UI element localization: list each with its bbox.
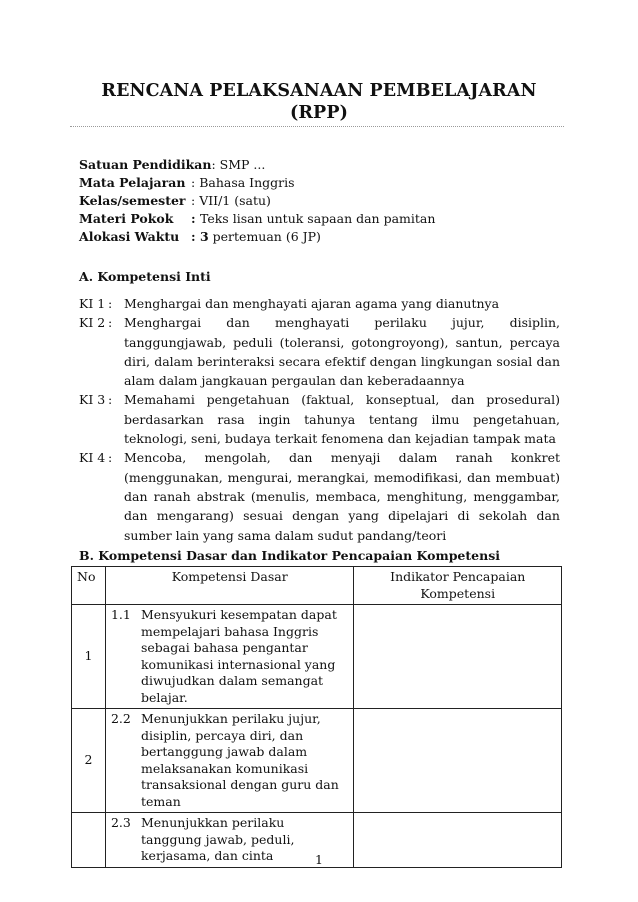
kd-text: Menunjukkan perilaku jujur, disiplin, percaya diri, dan bertanggung jawab dalam melaksanakan komunikasi transaksional dengan guru dan teman [140,711,339,809]
page-number: 1 [315,852,323,867]
ipk-cell [354,605,562,709]
kd-text: Mensyukuri kesempatan dapat mempelajari bahasa Inggris sebagai bahasa pengantar komunikasi internasional yang diwujudkan dalam semangat belajar. [140,607,337,705]
identity-value: : VII/1 (satu) [191,193,271,208]
section-b-heading: B. Kompetensi Dasar dan Indikator Pencapaian Kompetensi [79,548,500,563]
kd-text: Menunjukkan perilaku tanggung jawab, peduli, kerjasama, dan cinta [140,815,295,863]
kd-cell [105,605,354,709]
identity-block [79,156,435,246]
kd-number: 2.2 [110,711,131,726]
identity-value: : 3 pertemuan (6 JP) [191,229,321,244]
table-header-row [72,567,562,605]
identity-label: Alokasi Waktu [79,229,180,244]
kd-cell [105,709,354,813]
kd-number: 1.1 [110,607,131,622]
identity-row-subject [79,174,435,192]
identity-value: : Teks lisan untuk sapaan dan pamitan [191,211,436,226]
column-header-kd: Kompetensi Dasar [105,567,354,605]
identity-label: Kelas/semester [79,193,186,208]
section-a-heading: A. Kompetensi Inti [79,269,211,284]
row-number: 1 [72,605,106,709]
kd-number: 2.3 [110,815,131,830]
identity-label: Satuan Pendidikan [79,157,212,172]
competency-table [71,566,562,868]
identity-value: : SMP ... [211,157,266,172]
table-row [72,605,562,709]
ipk-cell [354,709,562,813]
core-competency-list [79,294,560,545]
column-header-ipk: Indikator Pencapaian Kompetensi [354,567,562,605]
table-row [72,709,562,813]
list-item: KI 3 : Memahami pengetahuan (faktual, konseptual, dan prosedural) berdasarkan rasa ingin tahunya tentang ilmu pengetahuan, teknologi, seni, budaya terkait fenomena dan kejadian tampak mata [79,392,560,447]
list-item: KI 1 : Menghargai dan menghayati ajaran agama yang dianutnya [79,296,500,311]
list-item: KI 4 : Mencoba, mengolah, dan menyaji dalam ranah konkret (menggunakan, mengurai, merangkai, memodifikasi, dan membuat) dan ranah abstrak (menulis, membaca, menghitung, menggambar, dan mengarang) sesuai dengan yang dipelajari di sekolah dan sumber lain yang sama dalam sudut pandang/teori [79,450,560,543]
title-divider [70,126,564,127]
identity-label: Mata Pelajaran [79,175,186,190]
list-item: KI 2 : Menghargai dan menghayati perilaku jujur, disiplin, tanggungjawab, peduli (toleransi, gotongroyong), santun, percaya diri, dalam berinteraksi secara efektif dengan lingkungan sosial dan alam dalam jangkauan pergaulan dan keberadaannya [79,315,560,389]
identity-row-topic [79,210,435,228]
identity-row-class [79,192,435,210]
document-subtitle: (RPP) [290,103,348,123]
row-number: 2 [72,709,106,813]
document-title: RENCANA PELAKSANAAN PEMBELAJARAN [101,81,537,101]
identity-label: Materi Pokok [79,211,174,226]
identity-value: : Bahasa Inggris [191,175,295,190]
identity-row-time [79,228,435,246]
identity-row-school [79,156,435,174]
column-header-no: No [72,567,106,605]
